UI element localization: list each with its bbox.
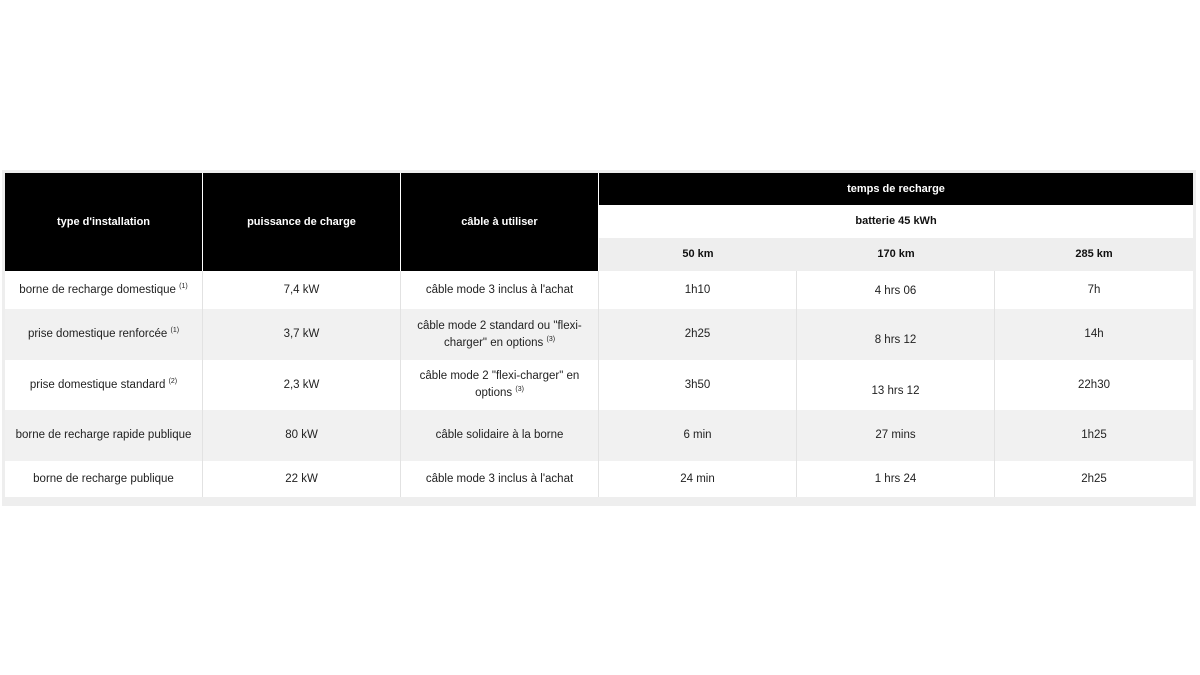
cell-time-170km: 1 hrs 24 xyxy=(797,461,995,497)
cell-time-285km: 7h xyxy=(995,271,1193,309)
cell-time-50km: 2h25 xyxy=(599,309,797,360)
table-row xyxy=(5,271,1193,309)
cell-installation-type: borne de recharge publique xyxy=(5,461,203,497)
footnote-marker: (1) xyxy=(170,327,180,334)
cell-installation-type: prise domestique standard $^{(2)}$ xyxy=(5,360,203,410)
cell-power: 7,4 kW xyxy=(203,271,401,309)
table-row xyxy=(5,360,1193,410)
cell-time-50km: 3h50 xyxy=(599,360,797,410)
cell-installation-type: borne de recharge domestique $^{(1)}$ xyxy=(5,271,203,309)
cell-installation-type: borne de recharge rapide publique xyxy=(5,410,203,461)
table-row xyxy=(5,461,1193,497)
cell-time-170km: 8 hrs 12 xyxy=(797,309,995,360)
recharge-table xyxy=(5,173,1193,497)
footnote-marker: (3) xyxy=(515,386,524,393)
footnote-marker: (2) xyxy=(168,377,178,385)
cell-time-285km: 14h xyxy=(995,309,1193,360)
header-charge-power: puissance de charge xyxy=(203,173,401,271)
table-row xyxy=(5,309,1193,360)
cell-cable: câble mode 3 inclus à l'achat xyxy=(401,461,599,497)
header-285km: 285 km xyxy=(995,238,1193,271)
cell-time-170km: 4 hrs 06 xyxy=(797,271,995,309)
cell-cable: câble mode 2 standard ou "flexi-charger" en options $^{(3)}$ xyxy=(401,309,599,360)
cell-power: 80 kW xyxy=(203,410,401,461)
footnote-marker: (1) xyxy=(179,282,188,290)
header-50km: 50 km xyxy=(599,238,797,271)
cell-time-170km: 13 hrs 12 xyxy=(797,360,995,410)
cell-installation-type: prise domestique renforcée $^{(1)}$ xyxy=(5,309,203,360)
header-installation-type: type d'installation xyxy=(5,173,203,271)
cell-time-50km: 1h10 xyxy=(599,271,797,309)
cell-time-285km: 1h25 xyxy=(995,410,1193,461)
header-battery: batterie 45 kWh xyxy=(599,205,1193,238)
header-170km: 170 km xyxy=(797,238,995,271)
table-row xyxy=(5,410,1193,461)
cell-time-170km: 27 mins xyxy=(797,410,995,461)
cell-time-285km: 22h30 xyxy=(995,360,1193,410)
cell-time-50km: 6 min xyxy=(599,410,797,461)
cell-power: 22 kW xyxy=(203,461,401,497)
cell-power: 2,3 kW xyxy=(203,360,401,410)
cell-cable: câble mode 3 inclus à l'achat xyxy=(401,271,599,309)
cell-power: 3,7 kW xyxy=(203,309,401,360)
cell-cable: câble solidaire à la borne xyxy=(401,410,599,461)
cell-cable: câble mode 2 "flexi-charger" en options $^{(3)}$ xyxy=(401,360,599,410)
footnote-marker: (3) xyxy=(546,335,556,343)
cell-time-50km: 24 min xyxy=(599,461,797,497)
cell-time-285km: 2h25 xyxy=(995,461,1193,497)
header-recharge-time: temps de recharge xyxy=(599,173,1193,205)
header-cable: câble à utiliser xyxy=(401,173,599,271)
